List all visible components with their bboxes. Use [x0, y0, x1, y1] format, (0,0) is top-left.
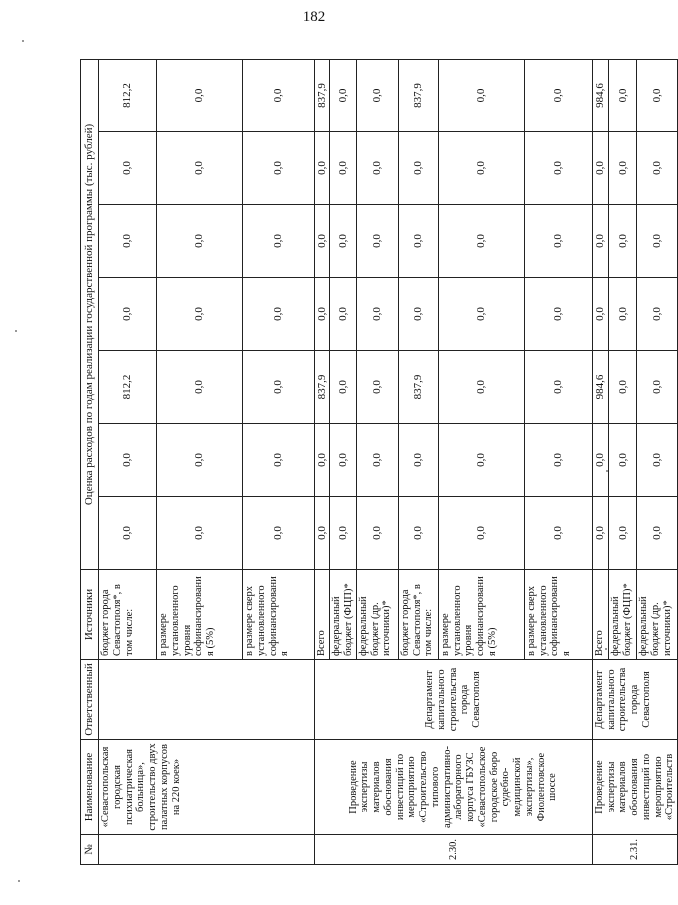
scan-speck: [18, 880, 20, 882]
cell-value: 0,0: [609, 351, 637, 424]
cell-value: 0,0: [356, 424, 398, 497]
cell-value: 0,0: [398, 132, 438, 205]
cell-name: Проведение экспертизы материалов обоснования инвестиций по мероприятию «Строительств: [592, 740, 677, 835]
cell-value: 0,0: [243, 351, 315, 424]
cell-value: 812,2: [99, 351, 157, 424]
cell-value: 0,0: [330, 278, 357, 351]
cell-value: 0,0: [356, 351, 398, 424]
cell-responsible: Департамент капитального строительства города Севастополя: [315, 660, 593, 740]
cell-item-number: 2.30.: [315, 835, 593, 865]
cell-value: 0,0: [592, 132, 608, 205]
scan-speck: [22, 40, 24, 42]
cell-value: 0,0: [398, 424, 438, 497]
cell-value: 837,9: [315, 60, 330, 132]
cell-value: 0,0: [438, 60, 524, 132]
cell-value: 0,0: [243, 278, 315, 351]
cell-value: 0,0: [438, 497, 524, 570]
cell-value: 0,0: [157, 351, 243, 424]
cell-value: 0,0: [524, 60, 592, 132]
cell-name: «Севастопольская городская психиатрическая больница», строительство двух палатных корпусов на 220 коек»: [99, 740, 315, 835]
cell-no: [99, 835, 315, 865]
cell-value: 0,0: [99, 424, 157, 497]
cell-value: 0,0: [524, 278, 592, 351]
cell-value: 0,0: [356, 60, 398, 132]
cell-value: 984,6: [592, 351, 608, 424]
cell-source: бюджет города Севастополя*, в том числе:: [99, 570, 157, 660]
cell-value: 0,0: [609, 497, 637, 570]
header-name: Наименование: [81, 740, 99, 835]
cell-value: 0,0: [398, 278, 438, 351]
cell-value: 0,0: [330, 132, 357, 205]
cell-value: 0,0: [99, 278, 157, 351]
cell-value: 0,0: [157, 278, 243, 351]
cell-source: бюджет города Севастополя*, в том числе:: [398, 570, 438, 660]
cell-value: 0,0: [524, 351, 592, 424]
cell-value: 0,0: [330, 497, 357, 570]
cell-value: 0,0: [637, 60, 678, 132]
cell-source: в размере сверх установленного софинансирования: [524, 570, 592, 660]
cell-value: 0,0: [524, 497, 592, 570]
cell-value: 0,0: [243, 205, 315, 278]
cell-value: 0,0: [637, 132, 678, 205]
cell-source: федеральный бюджет (др. источники)*: [356, 570, 398, 660]
cell-value: 0,0: [243, 60, 315, 132]
cell-value: 0,0: [438, 424, 524, 497]
cell-value: 0,0: [438, 132, 524, 205]
cell-value: 0,0: [157, 497, 243, 570]
page-number: 182: [302, 9, 326, 25]
cell-responsible: Департамент капитального строительства города Севастополя: [592, 660, 677, 740]
cell-value: 0,0: [592, 205, 608, 278]
cell-value: 0,0: [315, 497, 330, 570]
cell-source: в размере сверх установленного софинансирования: [243, 570, 315, 660]
cell-value: 0,0: [398, 497, 438, 570]
header-estimate: Оценка расходов по годам реализации государственной программы (тыс. рублей): [81, 60, 99, 570]
header-row: [81, 60, 99, 865]
cell-value: 0,0: [315, 205, 330, 278]
table-row: [99, 60, 157, 865]
cell-value: 0,0: [99, 205, 157, 278]
cell-value: 0,0: [243, 497, 315, 570]
cell-value: 0,0: [438, 278, 524, 351]
cell-value: 0,0: [356, 205, 398, 278]
cell-value: 0,0: [609, 424, 637, 497]
cell-value: 0,0: [637, 424, 678, 497]
cell-value: 0,0: [356, 278, 398, 351]
cell-value: 0,0: [398, 205, 438, 278]
rotated-table-container: [80, 60, 676, 865]
cell-name: Проведение экспертизы материалов обоснования инвестиций по мероприятию «Строительство типового административно-лабораторного корпуса ГБУЗС «Севастопольское городское бюро судебно-медицинской экспертизы», Фиолентовское шоссе: [315, 740, 593, 835]
cell-value: 0,0: [315, 278, 330, 351]
cell-value: 0,0: [157, 132, 243, 205]
cell-value: 0,0: [609, 205, 637, 278]
cell-value: 0,0: [609, 278, 637, 351]
cell-value: 0,0: [99, 132, 157, 205]
cell-value: 0,0: [243, 132, 315, 205]
cell-value: 837,9: [398, 60, 438, 132]
cell-value: 0,0: [438, 205, 524, 278]
cell-value: 0,0: [157, 424, 243, 497]
cell-value: 837,9: [315, 351, 330, 424]
cell-source: федеральный бюджет (др. источники)*: [637, 570, 678, 660]
cell-value: 0,0: [592, 497, 608, 570]
cell-value: 0,0: [438, 351, 524, 424]
cell-value: 0,0: [330, 424, 357, 497]
cell-value: 0,0: [637, 497, 678, 570]
cell-value: 0,0: [637, 278, 678, 351]
cell-value: 0,0: [99, 497, 157, 570]
budget-table: [80, 59, 678, 865]
table-row: [592, 60, 608, 865]
cell-responsible: [99, 660, 315, 740]
cell-source: федеральный бюджет (ФЦП)*: [609, 570, 637, 660]
cell-value: 0,0: [315, 132, 330, 205]
header-responsible: Ответственный: [81, 660, 99, 740]
cell-source: федеральный бюджет (ФЦП)*: [330, 570, 357, 660]
scan-speck: [606, 470, 608, 472]
cell-value: 0,0: [157, 60, 243, 132]
cell-value: 0,0: [524, 424, 592, 497]
cell-value: 0,0: [524, 132, 592, 205]
cell-value: 0,0: [524, 205, 592, 278]
cell-value: 0,0: [315, 424, 330, 497]
cell-value: 837,9: [398, 351, 438, 424]
cell-item-number: 2.31.: [592, 835, 677, 865]
cell-value: 0,0: [609, 60, 637, 132]
cell-value: 0,0: [637, 351, 678, 424]
cell-value: 0,0: [356, 132, 398, 205]
cell-value: 0,0: [330, 351, 357, 424]
table-row: [315, 60, 330, 865]
cell-value: 812,2: [99, 60, 157, 132]
header-no: №: [81, 835, 99, 865]
cell-value: 0,0: [592, 424, 608, 497]
cell-value: 0,0: [330, 205, 357, 278]
cell-value: 0,0: [592, 278, 608, 351]
cell-source: Всего: [315, 570, 330, 660]
header-source: Источники: [81, 570, 99, 660]
cell-value: 0,0: [609, 132, 637, 205]
cell-value: 0,0: [157, 205, 243, 278]
cell-value: 0,0: [243, 424, 315, 497]
scan-speck: [605, 648, 607, 650]
cell-source: в размере установленного уровня софинансирования (5%): [157, 570, 243, 660]
cell-source: в размере установленного уровня софинансирования (5%): [438, 570, 524, 660]
cell-value: 984,6: [592, 60, 608, 132]
cell-value: 0,0: [637, 205, 678, 278]
cell-value: 0,0: [330, 60, 357, 132]
cell-value: 0,0: [356, 497, 398, 570]
scan-speck: [15, 330, 17, 332]
cell-source: Всего: [592, 570, 608, 660]
